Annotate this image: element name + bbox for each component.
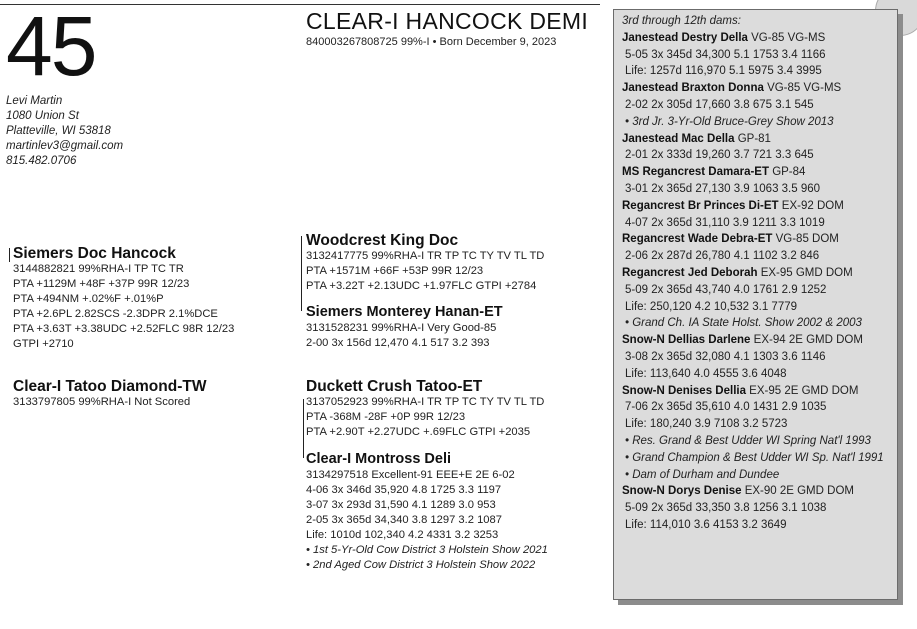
sire-line: PTA +3.63T +3.38UDC +2.52FLC 98R 12/23 — [13, 323, 235, 335]
ancestor-dam-note: • 3rd Jr. 3-Yr-Old Bruce-Grey Show 2013 — [625, 115, 834, 128]
sire-block — [13, 245, 234, 352]
sire-name: Siemers Doc Hancock — [13, 245, 176, 262]
sire-sire-block — [306, 232, 544, 294]
ancestor-dam-record: Life: 250,120 4.2 10,532 3.1 7779 — [625, 300, 798, 313]
ancestor-dam-record: 2-02 2x 305d 17,660 3.8 675 3.1 545 — [625, 98, 814, 111]
ancestor-dam-classification: EX-90 2E GMD DOM — [741, 485, 854, 498]
animal-info: 840003267808725 99%-I • Born December 9, 2023 — [306, 36, 557, 48]
dam-dam-line: 2-05 3x 365d 34,340 3.8 1297 3.2 1087 — [306, 514, 502, 526]
ancestor-dam-classification: EX-95 2E GMD DOM — [745, 384, 859, 397]
ancestor-dam-name: Snow-N Denises Dellia — [622, 384, 746, 397]
dam-sire-name: Duckett Crush Tatoo-ET — [306, 378, 483, 395]
ancestor-dam-name: Regancrest Jed Deborah — [622, 266, 758, 279]
dam-dam-line: 3134297518 Excellent-91 EEE+E 2E 6-02 — [306, 469, 515, 481]
sire-dam-name: Siemers Monterey Hanan-ET — [306, 304, 503, 320]
consignor-email[interactable]: martinlev3@gmail.com — [6, 140, 124, 152]
ancestor-dam-record: 5-09 2x 365d 43,740 4.0 1761 2.9 1252 — [625, 283, 827, 296]
sire-dam-line: 3131528231 99%RHA-I Very Good-85 — [306, 322, 497, 334]
lot-number: 45 — [6, 0, 96, 93]
ancestor-dam-record: 3-01 2x 365d 27,130 3.9 1063 3.5 960 — [625, 182, 821, 195]
pedigree-bracket — [303, 399, 304, 458]
dams-list — [622, 13, 884, 534]
ancestor-dam — [622, 332, 884, 349]
ancestor-dam-name: Regancrest Wade Debra-ET — [622, 233, 773, 246]
pedigree-bracket — [9, 248, 10, 262]
ancestor-dam-name: Janestead Destry Della — [622, 31, 748, 44]
ancestor-dam — [622, 231, 884, 248]
ancestor-dam-note: • Dam of Durham and Dundee — [625, 468, 780, 481]
dam-sire-line: PTA -368M -28F +0P 99R 12/23 — [306, 411, 466, 423]
consignor-phone: 815.482.0706 — [6, 155, 77, 167]
ancestor-dam-name: Snow-N Dorys Denise — [622, 485, 742, 498]
sire-line: PTA +2.6PL 2.82SCS -2.3DPR 2.1%DCE — [13, 308, 218, 320]
ancestor-dam-record: 3-08 2x 365d 32,080 4.1 1303 3.6 1146 — [625, 350, 826, 363]
ancestor-dam-note: • Res. Grand & Best Udder WI Spring Nat'l 1993 — [625, 434, 871, 447]
ancestor-dam-record: Life: 180,240 3.9 7108 3.2 5723 — [625, 418, 788, 431]
dam-dam-line: Life: 1010d 102,340 4.2 4331 3.2 3253 — [306, 529, 499, 541]
pedigree-bracket — [301, 236, 302, 311]
ancestor-dam-record: 7-06 2x 365d 35,610 4.0 1431 2.9 1035 — [625, 401, 827, 414]
ancestor-dam-record: Life: 114,010 3.6 4153 3.2 3649 — [625, 518, 787, 531]
ancestor-dam-classification: GP-81 — [734, 132, 771, 145]
ancestor-dam-classification: VG-85 DOM — [772, 233, 839, 246]
dam-dam-block — [306, 451, 548, 573]
ancestor-dam — [622, 383, 884, 400]
sire-line: GTPI +2710 — [13, 338, 74, 350]
animal-name: CLEAR-I HANCOCK DEMI — [306, 8, 589, 34]
dam-dam-name: Clear-I Montross Deli — [306, 451, 452, 467]
ancestor-dam — [622, 198, 884, 215]
consignor-city: Platteville, WI 53818 — [6, 125, 111, 137]
ancestor-dam-name: Snow-N Dellias Darlene — [622, 334, 751, 347]
ancestor-dam-classification: VG-85 VG-MS — [763, 82, 842, 95]
ancestor-dam-record: 2-06 2x 287d 26,780 4.1 1102 3.2 846 — [625, 250, 820, 263]
sire-dam-block — [306, 304, 503, 351]
dams-heading: 3rd through 12th dams: — [622, 15, 741, 27]
dam-sire-line: PTA +2.90T +2.27UDC +.69FLC GTPI +2035 — [306, 426, 531, 438]
dam-block — [13, 378, 206, 410]
sire-sire-name: Woodcrest King Doc — [306, 232, 459, 249]
ancestor-dam-record: 2-01 2x 333d 19,260 3.7 721 3.3 645 — [625, 149, 814, 162]
dam-dam-note: • 2nd Aged Cow District 3 Holstein Show 2022 — [306, 559, 536, 571]
dam-sire-line: 3137052923 99%RHA-I TR TP TC TY TV TL TD — [306, 396, 545, 408]
ancestor-dam-note: • Grand Ch. IA State Holst. Show 2002 & 2003 — [625, 317, 862, 330]
ancestor-dam-name: MS Regancrest Damara-ET — [622, 166, 769, 179]
ancestor-dam-classification: VG-85 VG-MS — [747, 31, 826, 44]
ancestor-dam-record: 5-09 2x 365d 33,350 3.8 1256 3.1 1038 — [625, 502, 827, 515]
ancestor-dam-record: 4-07 2x 365d 31,110 3.9 1211 3.3 1019 — [625, 216, 825, 229]
ancestor-dam-classification: GP-84 — [769, 166, 806, 179]
ancestor-dam-classification: EX-94 2E GMD DOM — [750, 334, 863, 347]
ancestor-dam — [622, 164, 884, 181]
ancestor-dam-name: Janestead Mac Della — [622, 132, 735, 145]
sire-line: PTA +494NM +.02%F +.01%P — [13, 293, 164, 305]
dam-dam-line: 4-06 3x 346d 35,920 4.8 1725 3.3 1197 — [306, 484, 502, 496]
ancestor-dam-name: Regancrest Br Princes Di-ET — [622, 199, 779, 212]
ancestor-dam — [622, 80, 884, 97]
dam-sire-block — [306, 378, 544, 440]
consignor-street: 1080 Union St — [6, 110, 79, 122]
ancestor-dam-record: 5-05 3x 345d 34,300 5.1 1753 3.4 1166 — [625, 48, 826, 61]
ancestor-dam-record: Life: 1257d 116,970 5.1 5975 3.4 3995 — [625, 65, 822, 78]
ancestor-dam — [622, 265, 884, 282]
sire-sire-line: PTA +3.22T +2.13UDC +1.97FLC GTPI +2784 — [306, 280, 537, 292]
ancestor-dam-name: Janestead Braxton Donna — [622, 82, 764, 95]
sire-line: 3144882821 99%RHA-I TP TC TR — [13, 263, 184, 275]
consignor-block — [6, 94, 123, 169]
dam-dam-note: • 1st 5-Yr-Old Cow District 3 Holstein Show 2021 — [306, 544, 548, 556]
sire-dam-line: 2-00 3x 156d 12,470 4.1 517 3.2 393 — [306, 337, 490, 349]
dams-box — [613, 9, 898, 600]
sire-sire-line: PTA +1571M +66F +53P 99R 12/23 — [306, 265, 484, 277]
dam-name: Clear-I Tatoo Diamond-TW — [13, 378, 207, 395]
sire-sire-line: 3132417775 99%RHA-I TR TP TC TY TV TL TD — [306, 250, 545, 262]
sire-line: PTA +1129M +48F +37P 99R 12/23 — [13, 278, 190, 290]
ancestor-dam — [622, 131, 884, 148]
ancestor-dam-record: Life: 113,640 4.0 4555 3.6 4048 — [625, 367, 787, 380]
dam-dam-line: 3-07 3x 293d 31,590 4.1 1289 3.0 953 — [306, 499, 496, 511]
ancestor-dam — [622, 483, 884, 500]
dam-line: 3133797805 99%RHA-I Not Scored — [13, 396, 191, 408]
ancestor-dam — [622, 30, 884, 47]
ancestor-dam-classification: EX-95 GMD DOM — [757, 266, 853, 279]
consignor-name: Levi Martin — [6, 95, 63, 107]
ancestor-dam-note: • Grand Champion & Best Udder WI Sp. Nat'l 1991 — [625, 451, 884, 464]
ancestor-dam-classification: EX-92 DOM — [778, 199, 844, 212]
